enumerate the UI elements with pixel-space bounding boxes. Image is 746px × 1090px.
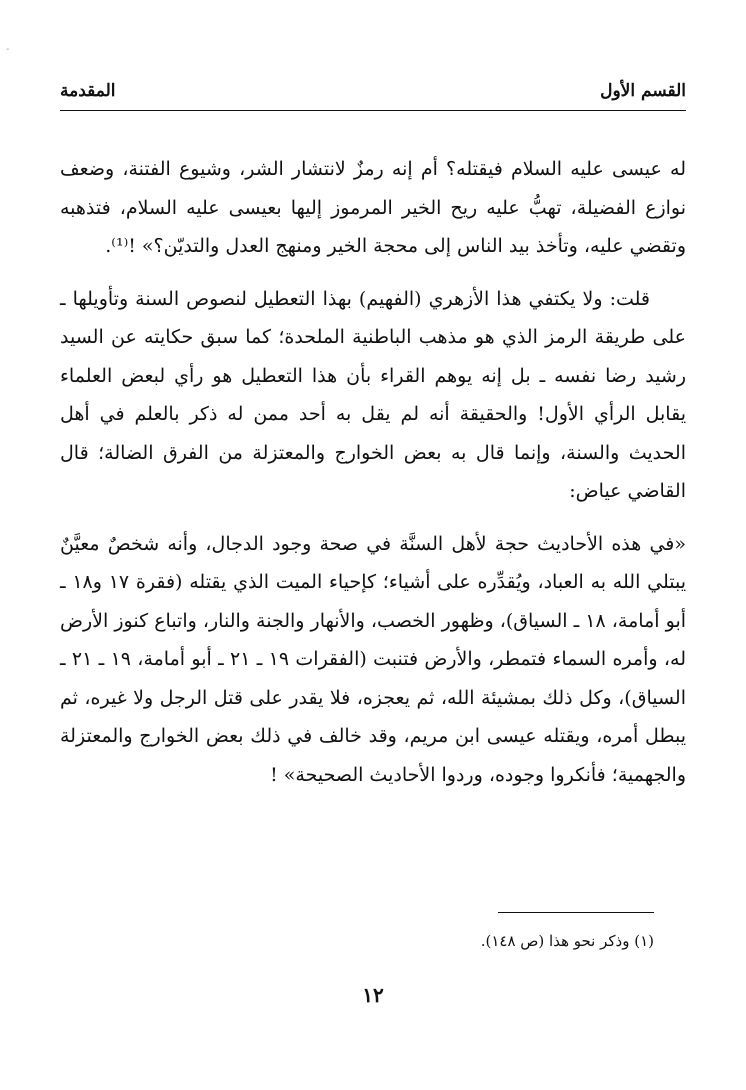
scan-mark: - bbox=[6, 44, 10, 55]
header-rule bbox=[60, 110, 686, 111]
paragraph-3-quote: «في هذه الأحاديث حجة لأهل السنَّة في صحة وجود الدجال، وأنه شخصٌ معيَّنٌ يبتلي الله به العباد، ويُقدِّره على أشياء؛ كإحياء الميت الذي يقتله (فقرة ١٧ و١٨ ـ أبو أمامة، ١٨ ـ السياق)، وظهور الخصب، والأنهار والجنة والنار، واتباع كنوز الأرض له، وأمره السماء فتمطر، والأرض فتنبت (الفقرات ١٩ ـ ٢١ ـ أبو أمامة، ١٩ ـ ٢١ ـ السياق)، وكل ذلك بمشيئة الله، ثم يعجزه، فلا يقدر على قتل الرجل ولا غيره، ثم يبطل أمره، ويقتله عيسى ابن مريم، وقد خالف في ذلك بعض الخوارج والمعتزلة والجهمية؛ فأنكروا وجوده، وردوا الأحاديث الصحيحة» ! bbox=[60, 532, 687, 786]
running-header bbox=[60, 78, 686, 104]
page-number: ١٢ bbox=[362, 983, 384, 1007]
main-text bbox=[60, 150, 686, 794]
footnote-rule bbox=[498, 912, 654, 913]
section-title: القسم الأول bbox=[600, 81, 686, 101]
paragraph-1: له عيسى عليه السلام فيقتله؟ أم إنه رمزٌ لانتشار الشر، وشيوع الفتنة، وضعف نوازع الفضيلة، تهبُّ عليه ريح الخير المرموز إليها بعيسى عليه السلام، فتذهبه وتقضي عليه، وتأخذ بيد الناس إلى محجة الخير ومنهج العدل والتديّن؟» !⁽¹⁾. bbox=[60, 158, 686, 257]
footnote: (١) وذكر نحو هذا (ص ١٤٨). bbox=[480, 932, 654, 950]
paragraph-2: قلت: ولا يكتفي هذا الأزهري (الفهيم) بهذا التعطيل لنصوص السنة وتأويلها ـ على طريقة الرمز الذي هو مذهب الباطنية الملحدة؛ كما سبق حكايته عن السيد رشيد رضا نفسه ـ بل إنه يوهم القراء بأن هذا التعطيل هو رأي لبعض العلماء يقابل الرأي الأول! والحقيقة أنه لم يقل به أحد ممن له ذكر بالعلم في أهل الحديث والسنة، وإنما قال به بعض الخوارج والمعتزلة من الفرق الضالة؛ قال القاضي عياض: bbox=[60, 287, 686, 502]
chapter-title: المقدمة bbox=[60, 81, 116, 101]
